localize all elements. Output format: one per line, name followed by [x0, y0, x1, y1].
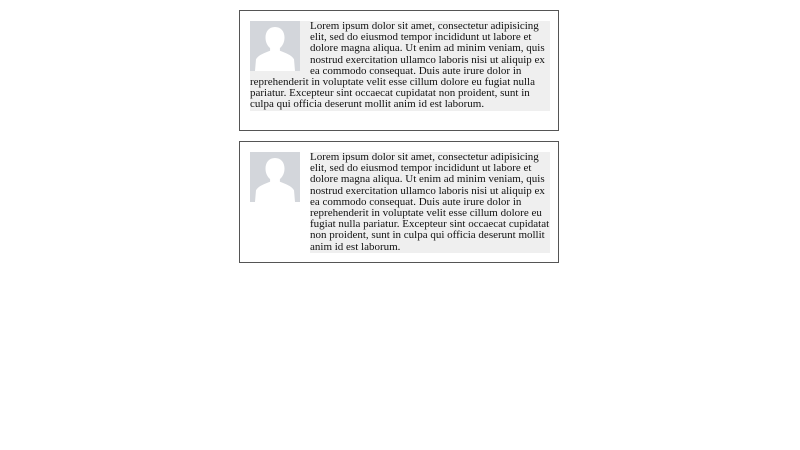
card-text-block [250, 21, 550, 111]
media-card-indented [239, 141, 559, 263]
user-silhouette-icon [250, 152, 300, 202]
user-silhouette-icon [250, 21, 300, 71]
card-paragraph: Lorem ipsum dolor sit amet, consectetur adipisicing elit, sed do eiusmod tempor incididunt ut labore et dolore magna aliqua. Ut enim ad minim veniam, quis nostrud exercitation ullamco laboris nisi ut aliquip ex ea commodo consequat. Duis aute irure dolor in reprehenderit in voluptate velit esse cillum dolore eu fugiat nulla pariatur. Excepteur sint occaecat cupidatat non proident, sunt in culpa qui officia deserunt mollit anim id est laborum. [310, 151, 550, 253]
media-card-wrapped [239, 10, 559, 131]
card-paragraph: Lorem ipsum dolor sit amet, consectetur adipisicing elit, sed do eiusmod tempor incididunt ut labore et dolore magna aliqua. Ut enim ad minim veniam, quis nostrud exercitation ullamco laboris nisi ut aliquip ex ea commodo consequat. Duis aute irure dolor in reprehenderit in voluptate velit esse cillum dolore eu fugiat nulla pariatur. Excepteur sint occaecat cupidatat non proident, sunt in culpa qui officia deserunt mollit anim id est laborum. [250, 20, 545, 111]
